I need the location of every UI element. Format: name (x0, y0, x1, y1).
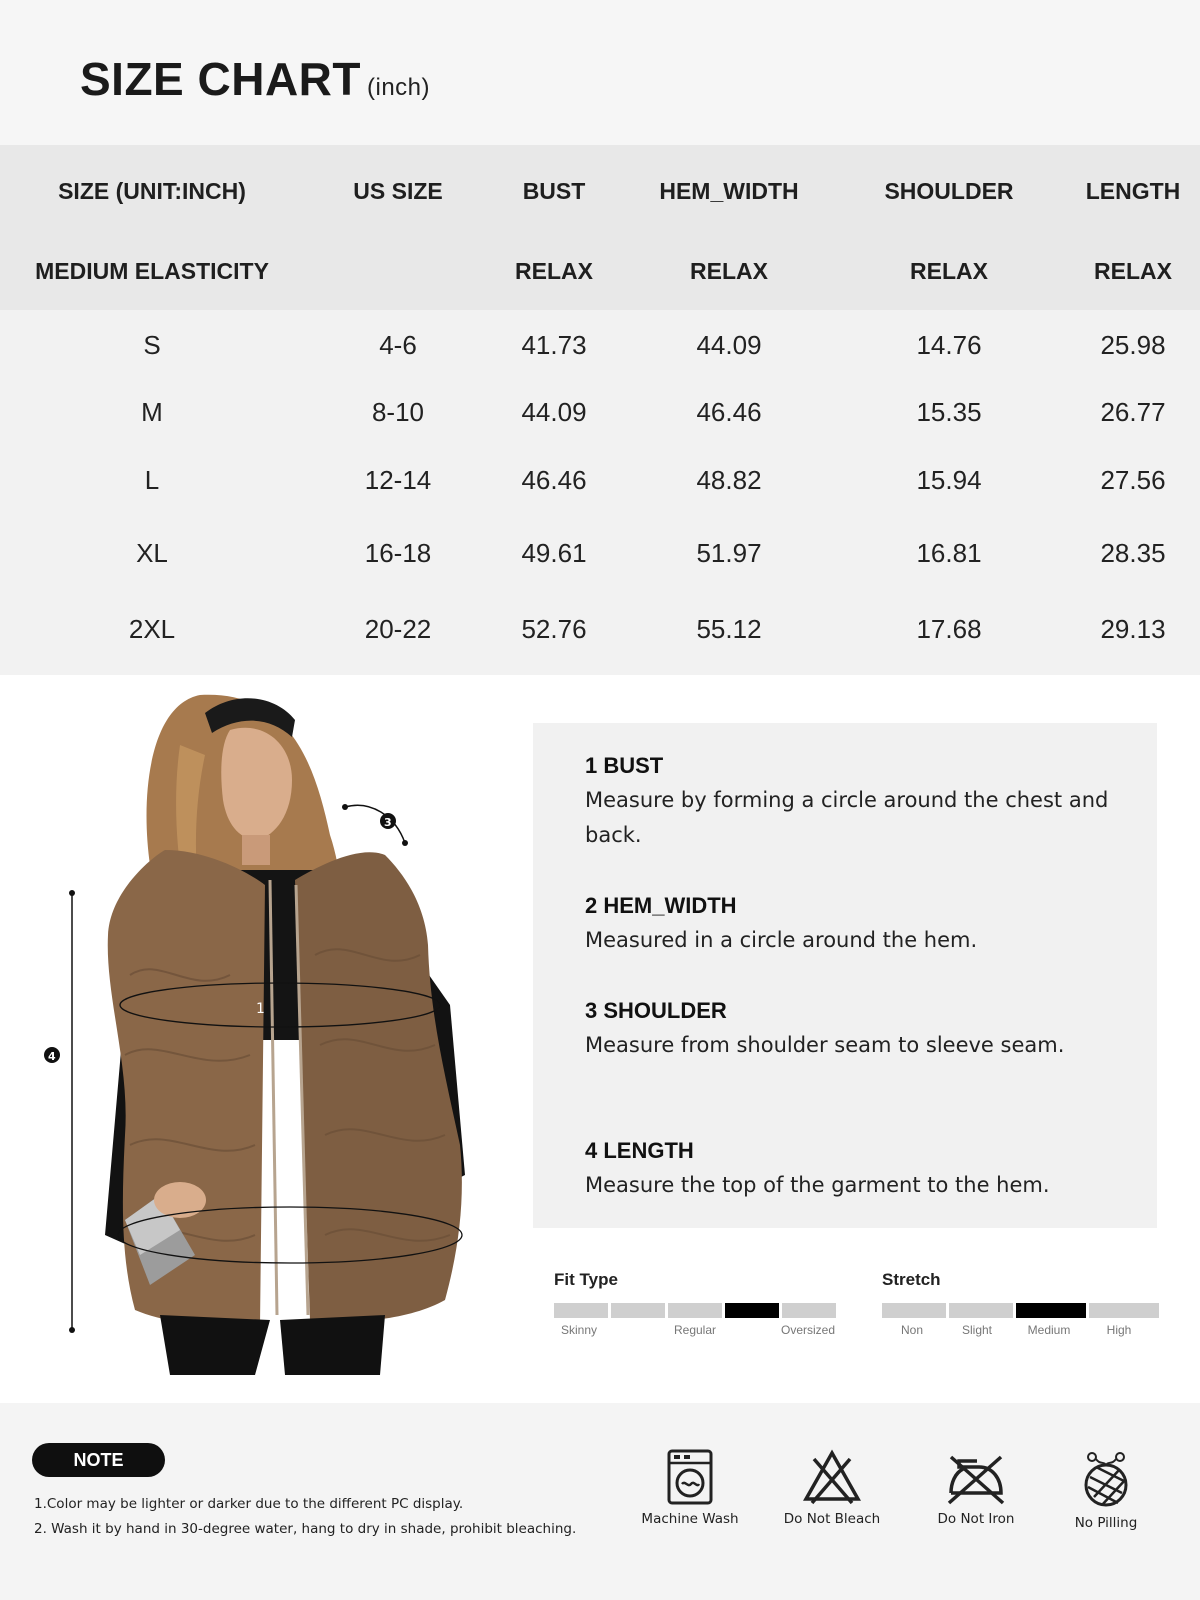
bust-guide (585, 753, 1125, 853)
stretch-tick-medium: Medium (1027, 1323, 1071, 1337)
stretch-scale (882, 1270, 1157, 1337)
fit-type-segment (554, 1303, 608, 1318)
note-line-1: 1.Color may be lighter or darker due to the different PC display. (34, 1496, 464, 1512)
header-length-relax: RELAX (1094, 258, 1172, 284)
do-not-bleach-icon (802, 1449, 862, 1505)
page-title (80, 52, 430, 106)
fit-tick-oversized: Oversized (780, 1323, 836, 1337)
table-cell: 49.61 (521, 538, 587, 568)
hem-title: 2 HEM_WIDTH (585, 893, 737, 918)
table-cell: 44.09 (696, 330, 762, 360)
header-hem-relax: RELAX (690, 258, 768, 284)
fit-type-segment (725, 1303, 779, 1318)
hem-text: Measured in a circle around the hem. (585, 928, 978, 952)
no-pilling-label: No Pilling (1074, 1515, 1138, 1531)
header-us-size: US SIZE (353, 178, 443, 204)
fit-type-bars (554, 1303, 836, 1318)
title-text: SIZE CHART (80, 53, 361, 105)
machine-wash-icon (665, 1449, 715, 1505)
table-cell: 28.35 (1100, 538, 1166, 568)
table-cell: 15.94 (916, 465, 982, 495)
table-cell: M (141, 397, 163, 427)
model-photo (30, 675, 500, 1395)
shoulder-title: 3 SHOULDER (585, 998, 727, 1023)
bust-title: 1 BUST (585, 753, 664, 778)
table-cell: 12-14 (364, 465, 432, 495)
table-header (0, 145, 1200, 310)
header-elasticity: MEDIUM ELASTICITY (35, 258, 269, 284)
title-unit: (inch) (367, 74, 431, 101)
table-cell: 29.13 (1100, 614, 1166, 644)
stretch-segment (949, 1303, 1013, 1318)
header (0, 0, 1200, 145)
table-body (0, 310, 1200, 675)
do-not-bleach-label: Do Not Bleach (783, 1511, 881, 1527)
stretch-tick-non: Non (900, 1323, 924, 1337)
care-do-not-iron (916, 1449, 1036, 1527)
table-cell: 27.56 (1100, 465, 1166, 495)
table-cell: 2XL (128, 614, 176, 644)
header-shoulder-relax: RELAX (910, 258, 988, 284)
table-cell: 20-22 (364, 614, 432, 644)
marker-4: 4 (48, 1050, 56, 1063)
fit-type-segment (782, 1303, 836, 1318)
fit-type-segment (668, 1303, 722, 1318)
length-guide (585, 1138, 1125, 1203)
care-no-pilling (1046, 1449, 1166, 1531)
header-shoulder: SHOULDER (884, 178, 1014, 204)
header-hem-width: HEM_WIDTH (659, 178, 799, 204)
table-cell: 15.35 (916, 397, 982, 427)
table-cell: 52.76 (521, 614, 587, 644)
measurement-guide (533, 723, 1157, 1228)
table-cell: 16.81 (916, 538, 982, 568)
note-badge: NOTE (32, 1443, 165, 1477)
stretch-bars (882, 1303, 1159, 1318)
header-length: LENGTH (1085, 178, 1181, 204)
table-cell: 14.76 (916, 330, 982, 360)
measurement-section (0, 675, 1200, 1403)
table-cell: 44.09 (521, 397, 587, 427)
size-table (0, 145, 1200, 675)
fit-type-scale (554, 1270, 839, 1337)
table-cell: 16-18 (364, 538, 432, 568)
table-cell: 51.97 (696, 538, 762, 568)
table-cell: 55.12 (696, 614, 762, 644)
fit-type-segment (611, 1303, 665, 1318)
shoulder-text: Measure from shoulder seam to sleeve seam. (585, 1033, 1065, 1057)
marker-1: 1 (256, 1001, 265, 1017)
table-cell: 4-6 (379, 330, 417, 360)
stretch-segment (882, 1303, 946, 1318)
table-cell: XL (136, 538, 168, 568)
care-machine-wash (630, 1449, 750, 1527)
marker-2: 2 (290, 1225, 299, 1241)
footer (0, 1403, 1200, 1600)
marker-3: 3 (384, 816, 392, 829)
shoulder-guide (585, 998, 1125, 1063)
table-cell: L (144, 465, 160, 495)
table-cell: 17.68 (916, 614, 982, 644)
note-line-2: 2. Wash it by hand in 30-degree water, hang to dry in shade, prohibit bleaching. (34, 1521, 577, 1537)
stretch-tick-slight: Slight (961, 1323, 993, 1337)
fit-tick-skinny: Skinny (560, 1323, 598, 1337)
table-cell: 8-10 (371, 397, 425, 427)
table-cell: 25.98 (1100, 330, 1166, 360)
length-title: 4 LENGTH (585, 1138, 694, 1163)
table-cell: 41.73 (521, 330, 587, 360)
hem-guide (585, 893, 1125, 958)
bust-text: Measure by forming a circle around the chest and back. (585, 788, 1109, 847)
stretch-segment (1016, 1303, 1086, 1318)
header-bust: BUST (522, 178, 586, 204)
table-cell: 26.77 (1100, 397, 1166, 427)
do-not-iron-icon (945, 1449, 1007, 1505)
do-not-iron-label: Do Not Iron (937, 1511, 1015, 1527)
table-cell: 46.46 (696, 397, 762, 427)
table-cell: S (143, 330, 161, 360)
fit-type-label: Fit Type (554, 1270, 618, 1289)
no-pilling-icon (1078, 1449, 1134, 1509)
header-size: SIZE (UNIT:INCH) (58, 178, 246, 204)
stretch-segment (1089, 1303, 1159, 1318)
machine-wash-label: Machine Wash (641, 1511, 739, 1527)
table-cell: 48.82 (696, 465, 762, 495)
stretch-tick-high: High (1106, 1323, 1132, 1337)
care-do-not-bleach (772, 1449, 892, 1527)
stretch-label: Stretch (882, 1270, 941, 1289)
fit-tick-regular: Regular (673, 1323, 717, 1337)
length-text: Measure the top of the garment to the hem. (585, 1173, 1050, 1197)
table-cell: 46.46 (521, 465, 587, 495)
header-bust-relax: RELAX (515, 258, 593, 284)
